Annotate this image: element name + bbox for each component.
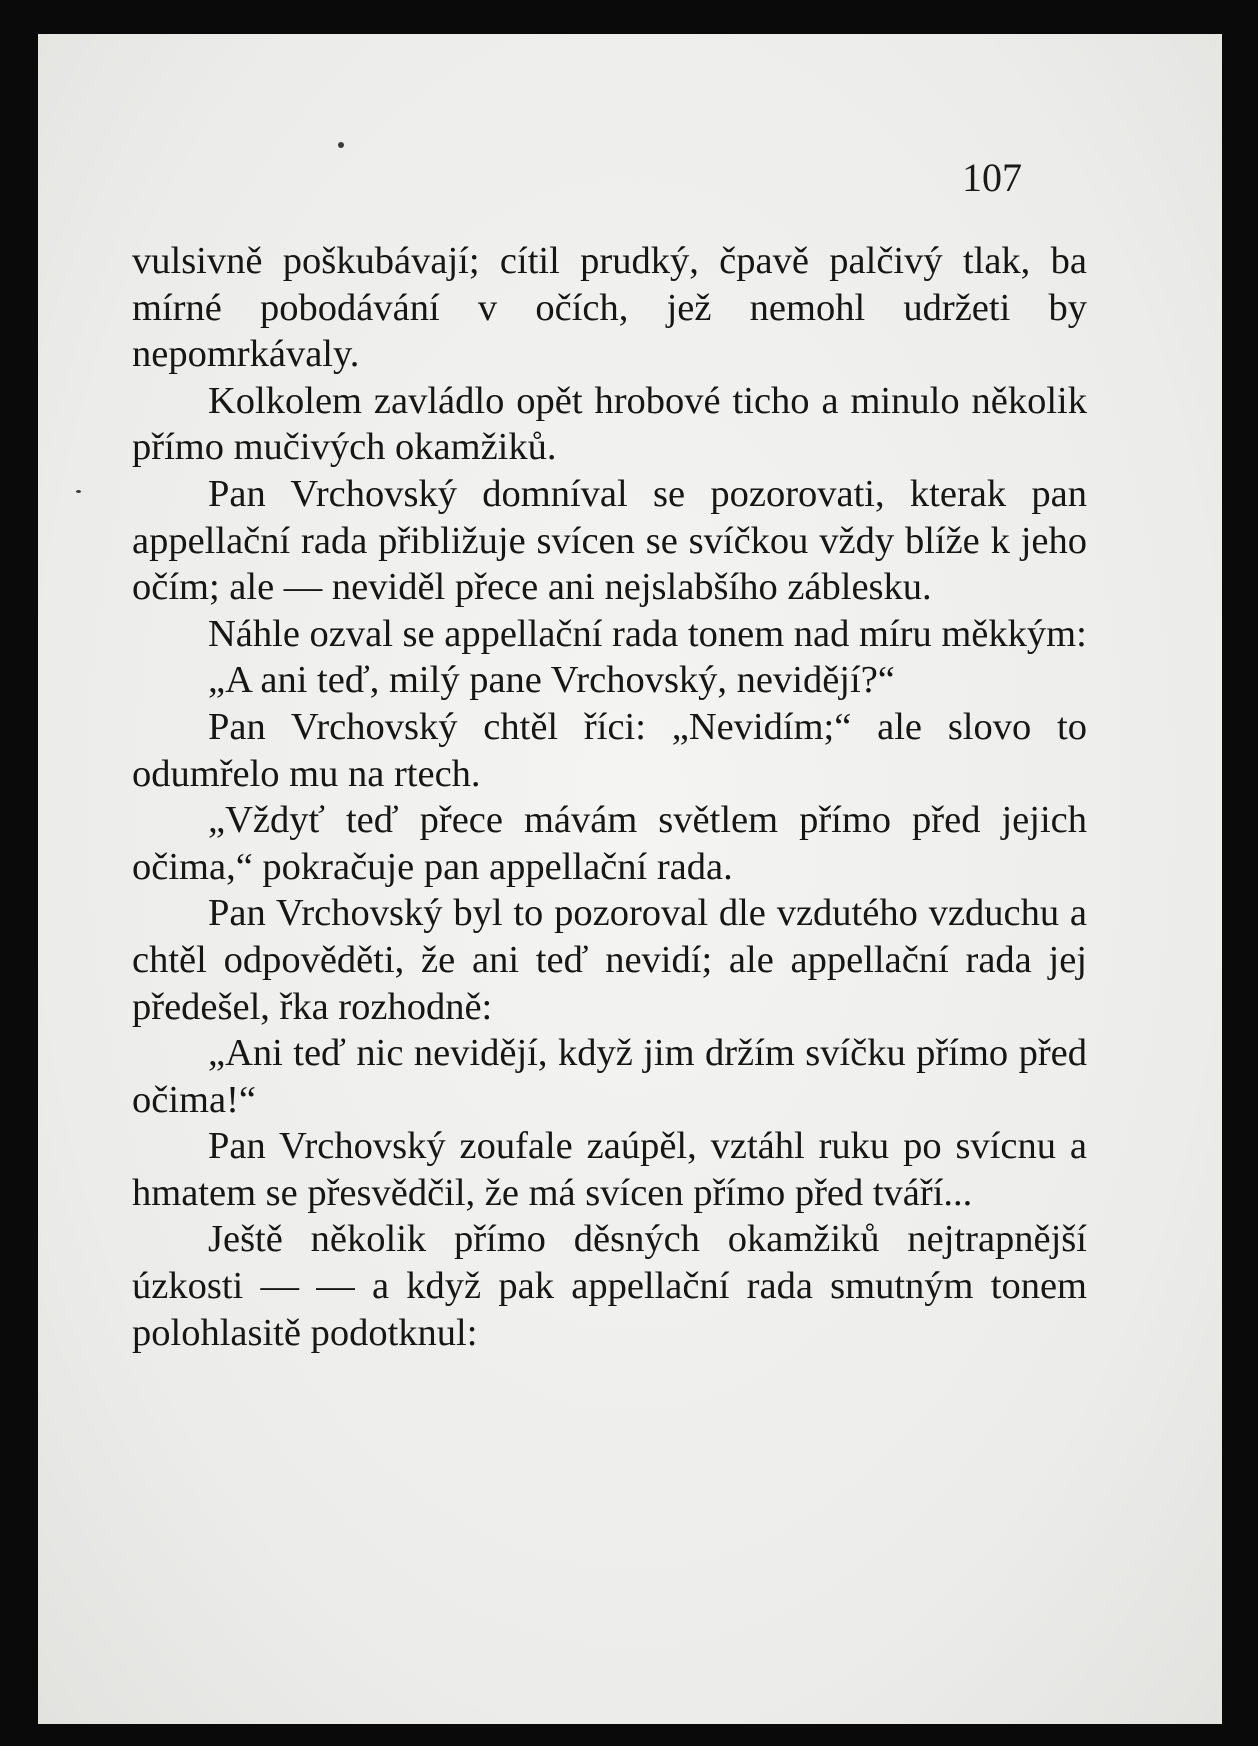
paragraph: Pan Vrchovský zoufale zaúpěl, vztáhl ruku po svícnu a hmatem se přesvědčil, že má svícen přímo před tváří... [132, 1125, 1087, 1214]
paragraph: vulsivně poškubávají; cítil prudký, čpavě palčivý tlak, ba mírné pobodávání v očích, jež nemohl udržeti by nepomrkávaly. [132, 240, 1087, 376]
ink-speck [338, 142, 344, 148]
body-text [132, 238, 1087, 1356]
paragraph: Ještě několik přímo děsných okamžiků nejtrapnější úzkosti — — a když pak appellační rada smutným tonem polohlasitě podotknul: [132, 1218, 1087, 1354]
paragraph: „Vždyť teď přece mávám světlem přímo před jejich očima,“ pokračuje pan appellační rada. [132, 799, 1087, 888]
paragraph: Pan Vrchovský chtěl říci: „Nevidím;“ ale slovo to odumřelo mu na rtech. [132, 705, 1087, 795]
paragraph: „Ani teď nic nevidějí, když jim držím svíčku přímo před očima!“ [132, 1032, 1087, 1121]
paragraph: Pan Vrchovský domníval se pozorovati, kterak pan appellační rada přibližuje svícen se svíčkou vždy blíže k jeho očím; ale — neviděl přece ani nejslabšího záblesku. [132, 472, 1087, 609]
paragraph: Pan Vrchovský byl to pozoroval dle vzdutého vzduchu a chtěl odpověděti, že ani teď nevidí; ale appellační rada jej předešel, řka rozhodně: [132, 892, 1087, 1028]
paragraph: Kolkolem zavládlo opět hrobové ticho a minulo několik přímo mučivých okamžiků. [132, 379, 1087, 469]
paragraph: Náhle ozval se appellační rada tonem nad míru měkkým: [208, 612, 1087, 655]
ink-speck [76, 490, 81, 493]
page-number: 107 [962, 155, 1022, 200]
book-page [38, 34, 1222, 1724]
paragraph: „A ani teď, milý pane Vrchovský, nevidějí?“ [208, 659, 895, 702]
